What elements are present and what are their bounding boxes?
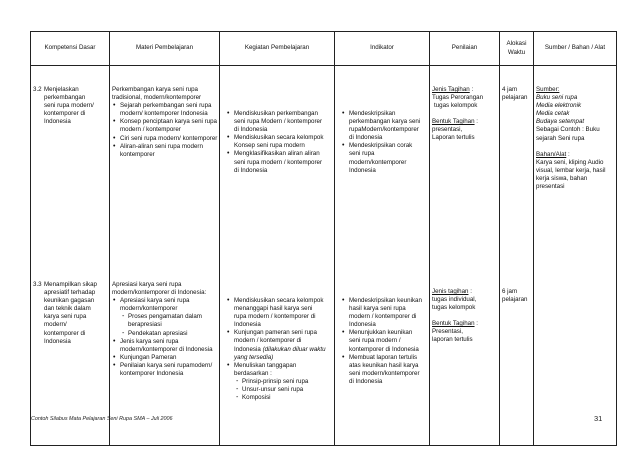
list-item: • Mendeskripsikan keunikan hasil karya seni rupa modern / kontemporer di Indonesia: [349, 297, 423, 329]
indikator-block-1: [341, 110, 423, 175]
alokasi-1: 4 jam pelajaran: [502, 86, 528, 102]
list-item: • Mendiskusikan secara kelompok Konsep seni rupa modern: [234, 134, 326, 150]
materi-block-2: [112, 281, 218, 378]
list-item-note: (dilakukan diluar waktu yang tersedia): [234, 345, 326, 361]
header-kegiatan-pembelajaran: Kegiatan Pembelajaran: [220, 32, 335, 66]
kd-3-3: [33, 281, 98, 346]
jenis-tagihan: Jenis tagihan :: [432, 288, 472, 295]
table-row: [31, 66, 617, 446]
page-number: 31: [594, 414, 603, 423]
bentuk-tagihan: Bentuk Tagihan :: [432, 320, 478, 328]
sumber-contoh: Sebagai Contoh : Buku sejarah Seni rupa: [536, 126, 600, 142]
list-item: • Mengklasifikasikan aliran aliran seni rupa modern / kontemporer di Indonesia: [234, 150, 326, 174]
sub-list-item: - Komposisi: [242, 394, 326, 402]
penilaian-block-2: [432, 288, 496, 345]
list-item-text: Kunjungan pameran seni rupa modern / kontemporer di Indonesia: [234, 329, 317, 353]
list-item: [234, 329, 326, 361]
penilaian-value: Presentasi,: [432, 328, 463, 336]
penilaian-value: tugas kelompok: [432, 304, 476, 312]
header-indikator: Indikator: [335, 32, 430, 66]
penilaian-value: presentasi,: [432, 126, 463, 134]
kegiatan-list: [226, 297, 326, 402]
cell-materi-pembelajaran: [110, 66, 220, 446]
sub-list: [120, 313, 218, 337]
penilaian-value: Tugas Perorangan: [432, 94, 484, 102]
sumber-item: Media elektronik: [536, 102, 582, 110]
sub-list-item: - Proses pengamatan dalam berapresiasi: [128, 313, 218, 329]
sub-list-item: - Pendekatan apresiasi: [128, 330, 218, 338]
bentuk-tagihan-label: Bentuk Tagihan: [432, 320, 475, 328]
list-item-text: Apresiasi karya seni rupa modern/kontemporer: [120, 297, 190, 313]
bentuk-tagihan: Bentuk Tagihan :: [432, 118, 478, 126]
kd-text: Menampilkan sikap apresiatif terhadap keunikan gagasan dan teknik dalam karya seni rupa modern/ kontemporer di Indonesia: [44, 281, 97, 345]
list-item: • Sejarah perkembangan seni rupa modern/ kontemporer Indonesia: [120, 102, 218, 118]
materi-intro: Perkembangan karya seni rupa tradisional, modern/kontemporer: [112, 86, 202, 102]
penilaian-value: Laporan tertulis: [432, 134, 475, 142]
kegiatan-block-2: [226, 297, 326, 402]
bahan-alat-text: Karya seni, kliping Audio visual, lembar kerja, hasil kerja siswa, bahan presentasi: [536, 158, 606, 191]
list-item: [234, 362, 326, 402]
list-item-text: Menuliskan tanggapan berdasarkan :: [234, 361, 297, 377]
sumber-item: Budaya setempat: [536, 118, 585, 126]
jenis-tagihan: Jenis Tagihan :: [432, 86, 474, 93]
list-item: • Kunjungan Pameran: [120, 354, 218, 362]
silabus-table: [30, 31, 617, 446]
materi-intro: Apresiasi karya seni rupa modern/kontemporer di Indonesia:: [112, 281, 207, 297]
cell-indikator: [335, 66, 430, 446]
list-item: • Penilaian karya seni rupamodern/ kontemporer Indonesia: [120, 362, 218, 378]
sumber-block: [536, 86, 612, 191]
list-item: • Jenis karya seni rupa modern/kontemporer di Indonesia: [120, 338, 218, 354]
cell-kegiatan-pembelajaran: [220, 66, 335, 446]
kegiatan-list: [226, 110, 326, 175]
materi-list: [112, 102, 218, 159]
list-item: • Mendeskripsikan perkembangan karya seni rupaModern/kontemporer di Indonesia: [349, 110, 423, 142]
bentuk-tagihan-label: Bentuk Tagihan: [432, 118, 475, 126]
sumber-label: Sumber:: [536, 86, 560, 93]
list-item: • Konsep penciptaan karya seni rupa modern / kontemporer: [120, 118, 218, 134]
sub-list-item: - Unsur-unsur seni rupa: [242, 386, 326, 394]
list-item: • Aliran-aliran seni rupa modern kontemporer: [120, 143, 218, 159]
sub-list: [234, 378, 326, 402]
penilaian-value: tugas individual,: [432, 296, 477, 304]
header-alokasi-waktu: Alokasi Waktu: [500, 32, 534, 66]
sub-list-item: - Prinsip-prinsip seni rupa: [242, 378, 326, 386]
cell-penilaian: [430, 66, 500, 446]
bahan-alat-label: Bahan/Alat: [536, 150, 567, 158]
materi-list: [112, 297, 218, 378]
kegiatan-block-1: [226, 110, 326, 175]
header-materi-pembelajaran: Materi Pembelajaran: [110, 32, 220, 66]
indikator-block-2: [341, 297, 423, 386]
list-item: • Menunjukkan keunikan seni rupa modern / kontemporer di Indonesia: [349, 329, 423, 353]
cell-alokasi-waktu: [500, 66, 534, 446]
list-item: [120, 297, 218, 337]
header-kompetensi-dasar: Kompetensi Dasar: [31, 32, 110, 66]
sumber-item: Buku seni rupa: [536, 94, 578, 102]
penilaian-block-1: [432, 86, 496, 143]
penilaian-value: laporan tertulis: [432, 336, 473, 344]
indikator-list: [341, 297, 423, 386]
kd-3-2: [33, 86, 98, 126]
materi-block-1: [112, 86, 218, 159]
penilaian-value: tugas kelompok: [434, 102, 478, 110]
jenis-tagihan-label: Jenis tagihan: [432, 288, 469, 295]
cell-sumber-bahan-alat: [534, 66, 617, 446]
list-item: • Mendiskusikan perkembangan seni rupa Modern / kontemporer di Indonesia: [234, 110, 326, 134]
alokasi-2: 6 jam pelajaran: [502, 288, 528, 304]
header-penilaian: Penilaian: [430, 32, 500, 66]
list-item: • Membuat laporan tertulis atas keunikan hasil karya seni modern/kontemporer di Indonesia: [349, 354, 423, 386]
kd-text: Menjelaskan perkembangan seni rupa modern/ kontemporer di Indonesia: [44, 86, 94, 126]
list-item: • Mendeskripsikan corak seni rupa modern/kontemporer Indonesia: [349, 142, 423, 174]
footer-source: Contoh Silabus Mata Pelajaran Seni Rupa SMA – Juli 2006: [31, 416, 173, 422]
sumber-item: Media cetak: [536, 110, 570, 118]
table-header-row: [31, 32, 617, 66]
list-item: • Ciri seni rupa modern/ kontemporer: [120, 135, 218, 143]
jenis-tagihan-label: Jenis Tagihan: [432, 86, 470, 93]
header-sumber-bahan-alat: Sumber / Bahan / Alat: [534, 32, 617, 66]
cell-kompetensi-dasar: [31, 66, 110, 446]
kd-number: 3.2: [33, 86, 42, 93]
indikator-list: [341, 110, 423, 175]
bahan-alat: Bahan/Alat :: [536, 150, 570, 158]
list-item: • Mendiskusikan secara kelompok menanggapi hasil karya seni rupa modern / kontemporer di Indonesia: [234, 297, 326, 329]
kd-number: 3.3: [33, 281, 42, 288]
